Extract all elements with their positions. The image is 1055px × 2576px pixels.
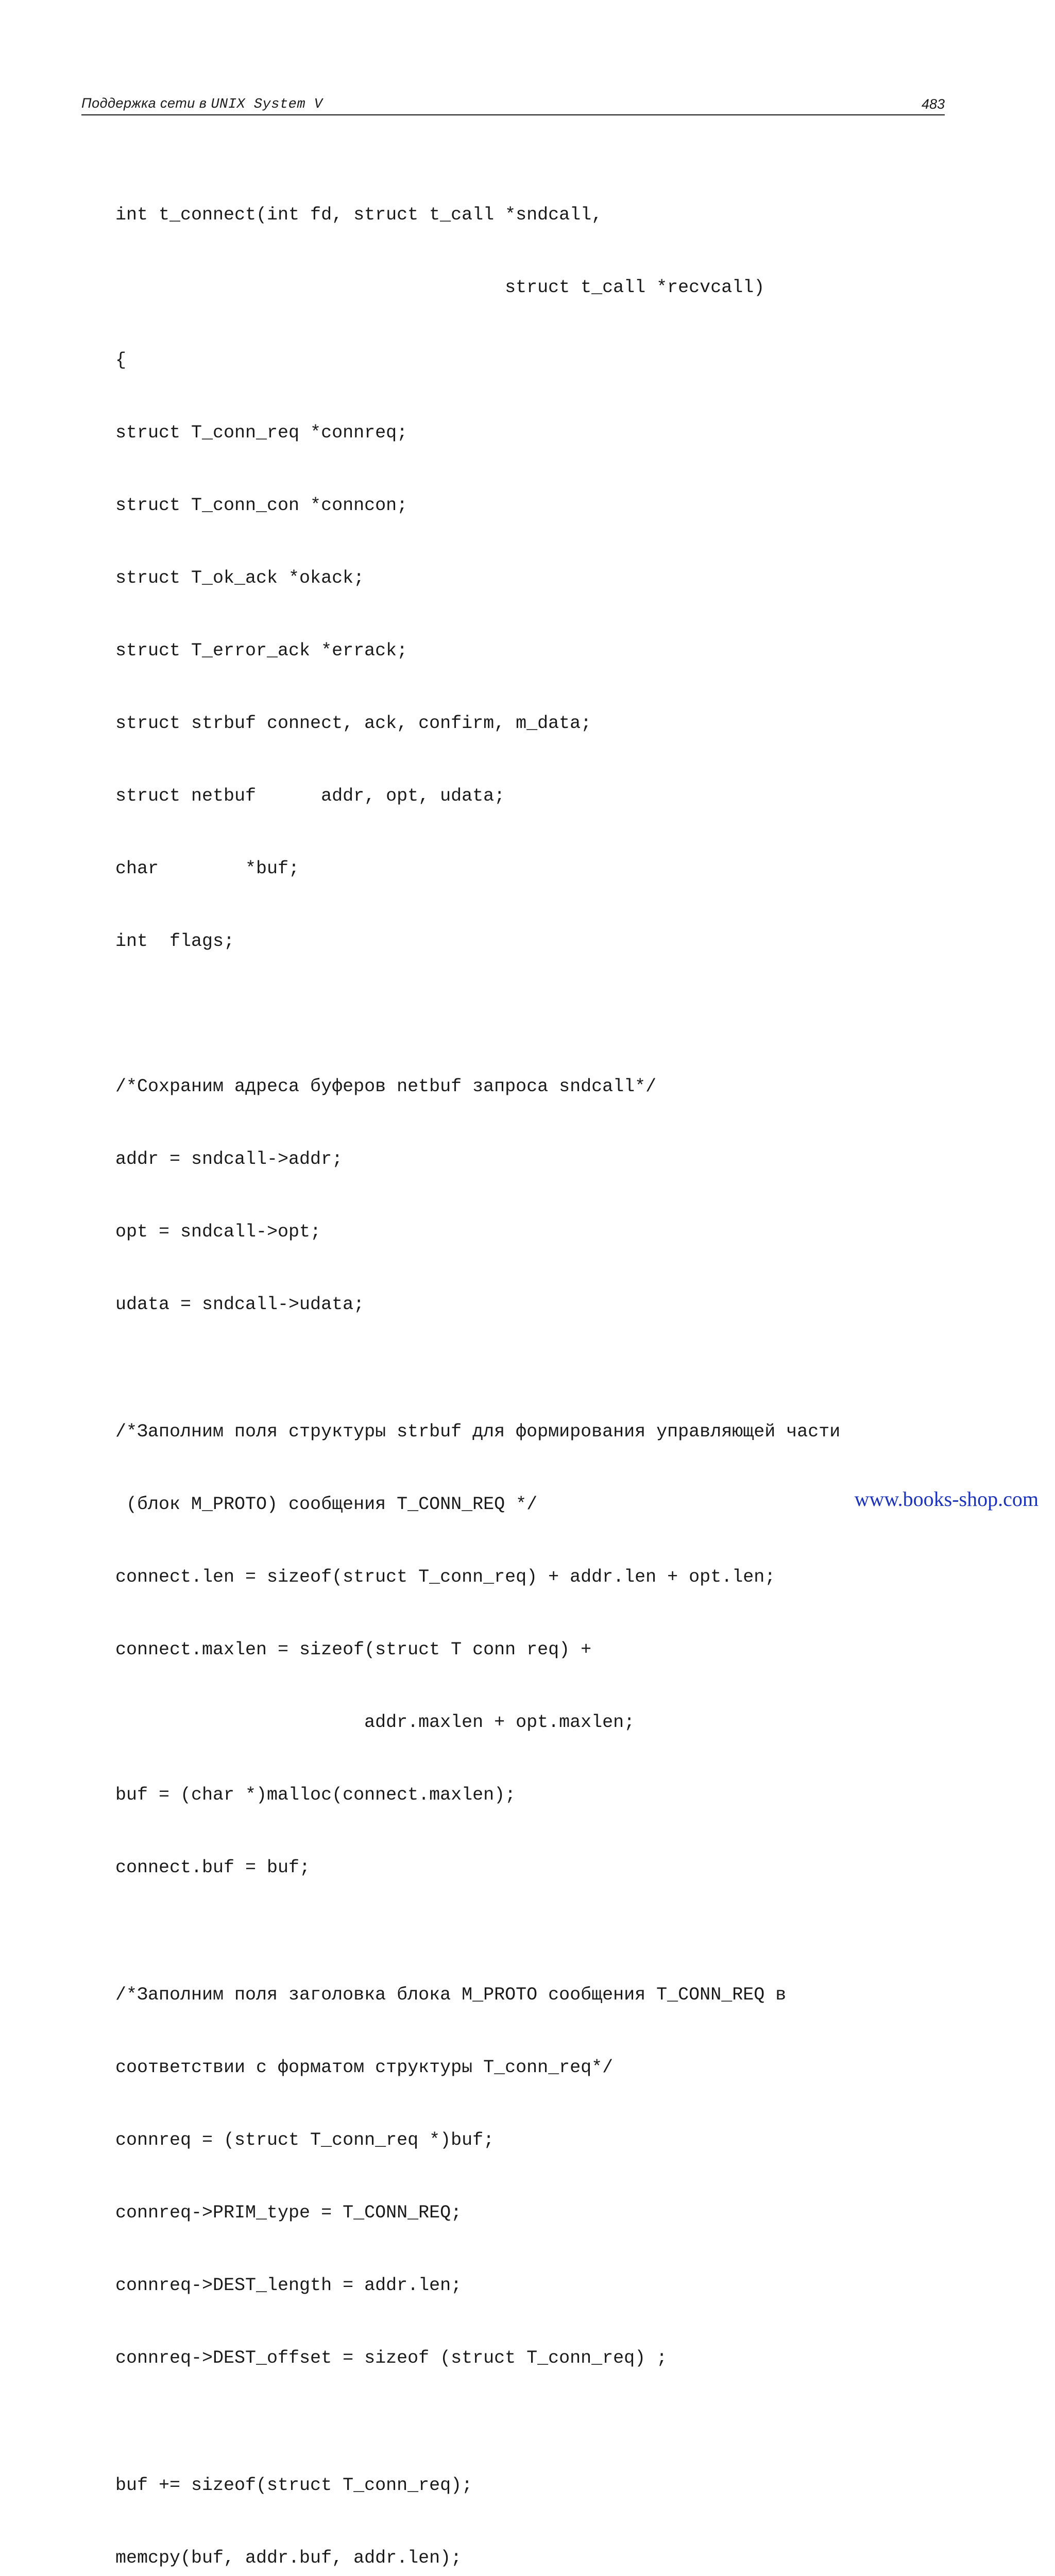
code-line: addr.maxlen + opt.maxlen; [115,1712,635,1733]
code-line: struct T_conn_req *connreq; [115,422,408,443]
page-number: 483 [921,96,945,112]
code-line: connreq = (struct T_conn_req *)buf; [115,2130,495,2150]
spacer [115,1928,960,1935]
blank-line [115,1002,960,1026]
code-line: connreq->DEST_offset = sizeof (struct T_conn_req) ; [115,2348,668,2368]
spacer [115,2419,960,2425]
code-line: struct netbuf addr, opt, udata; [115,786,505,806]
code-comment: /*Заполним поля заголовка блока M_PROTO сообщения T_CONN_REQ в [115,1985,787,2005]
code-comment: соответствии с форматом структуры T_conn_req*/ [115,2057,614,2078]
code-line: buf += sizeof(struct T_conn_req); [115,2475,473,2496]
code-line: char *buf; [115,858,300,879]
code-comment: /*Заполним поля структуры strbuf для формирования управляющей части [115,1421,841,1442]
code-line: { [115,350,127,370]
code-line: udata = sndcall->udata; [115,1294,365,1315]
running-head-title-system: UNIX System V [211,97,323,112]
running-head-title [81,95,322,112]
code-line: connreq->PRIM_type = T_CONN_REQ; [115,2202,462,2223]
code-line: struct strbuf connect, ack, confirm, m_data; [115,713,592,734]
code-line: int flags; [115,931,235,952]
code-line: addr = sndcall->addr; [115,1149,343,1170]
code-line: struct T_error_ack *errack; [115,640,408,661]
code-line: connreq->DEST_length = addr.len; [115,2275,462,2296]
code-listing [115,155,960,2576]
footer-website-link[interactable]: www.books-shop.com [854,1487,1039,1511]
code-line: connect.buf = buf; [115,1857,311,1878]
code-line: struct T_ok_ack *okack; [115,568,365,588]
code-line: connect.len = sizeof(struct T_conn_req) + addr.len + opt.len; [115,1567,776,1587]
spacer [115,1365,960,1371]
code-comment: /*Сохраним адреса буферов netbuf запроса sndcall*/ [115,1076,657,1097]
running-head [81,92,945,115]
code-comment: (блок M_PROTO) сообщения T_CONN_REQ */ [115,1494,538,1515]
code-line: buf = (char *)malloc(connect.maxlen); [115,1785,516,1805]
code-line: struct t_call *recvcall) [115,277,765,298]
code-line: opt = sndcall->opt; [115,1222,321,1242]
code-line: int t_connect(int fd, struct t_call *sndcall, [115,205,603,225]
running-head-title-prefix: Поддержка сети в [81,95,211,111]
code-line: connect.maxlen = sizeof(struct T conn req) + [115,1639,592,1660]
code-line: memcpy(buf, addr.buf, addr.len); [115,2548,462,2568]
code-line: struct T_conn_con *conncon; [115,495,408,516]
